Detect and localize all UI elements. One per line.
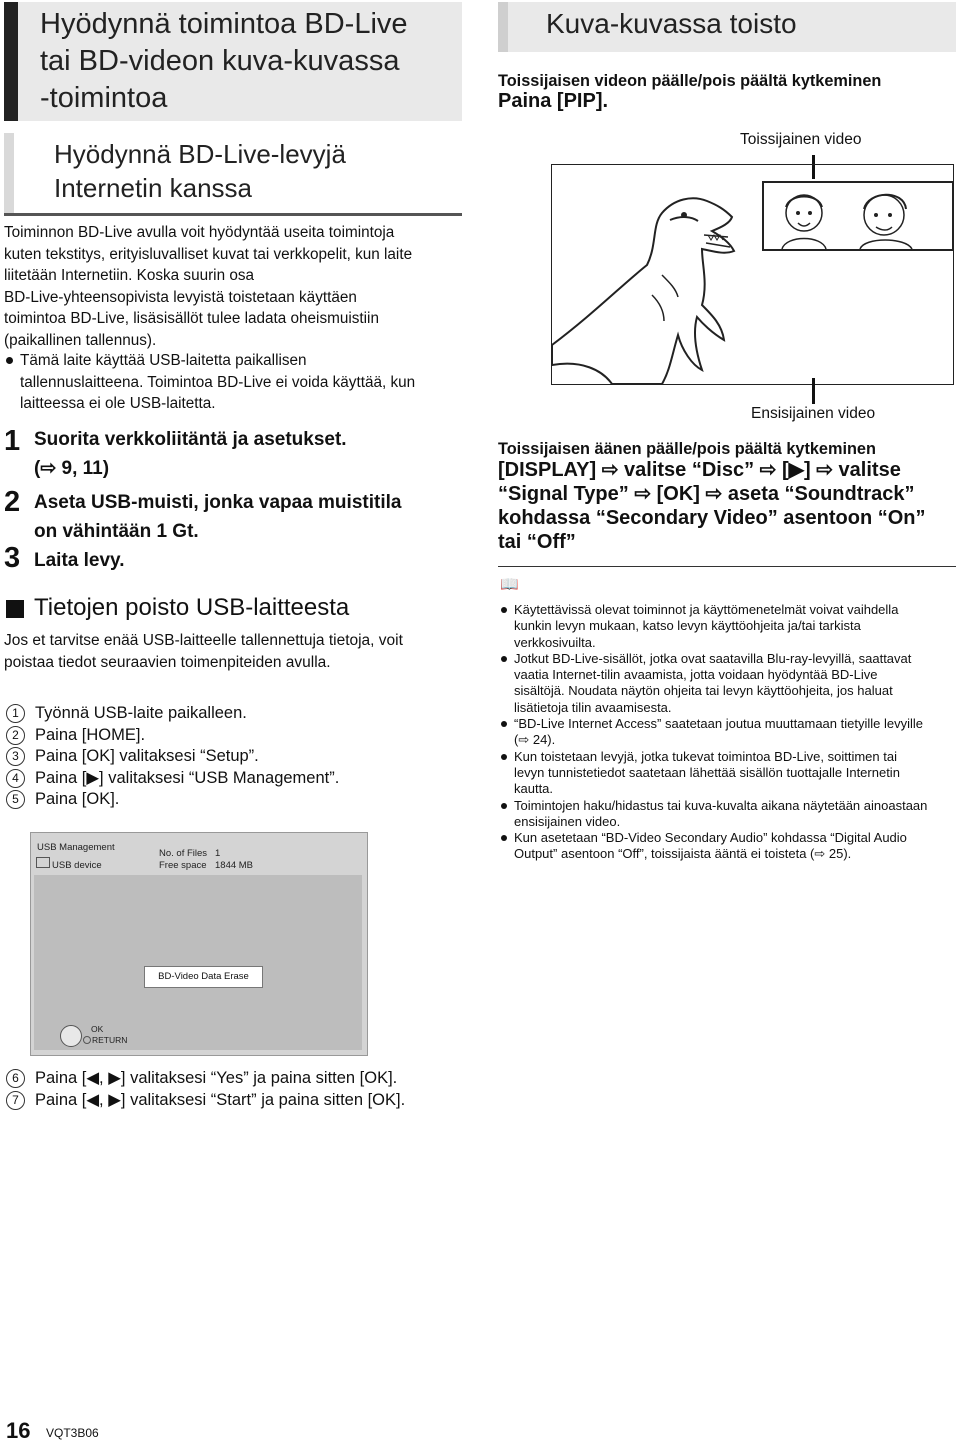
circled-number: 3 (6, 747, 25, 766)
circled-number: 6 (6, 1069, 25, 1088)
numbered-step-text: Paina [▶] valitaksesi “USB Management”. (35, 768, 340, 787)
free-space-label: Free space (159, 860, 207, 871)
usb-device-label[interactable]: USB device (52, 860, 102, 871)
note-item: Käytettävissä olevat toiminnot ja käyttömenetelmät voivat vaihdella kunkin levyn mukaan, katso levyn käyttöohjeita ja/tai tarkista verkkosivuilta. (500, 602, 960, 651)
intro-paragraph (4, 222, 464, 351)
sub-heading-accent-bar (4, 133, 14, 213)
numbered-step (6, 768, 466, 790)
return-label: RETURN (92, 1035, 128, 1045)
section-title: Tietojen poisto USB-laitteesta (34, 594, 350, 621)
numbered-step-text: Paina [HOME]. (35, 725, 146, 744)
heading-accent-bar (498, 2, 508, 52)
numbered-step-text: Paina [◀, ▶] valitaksesi “Yes” ja paina sitten [OK]. (35, 1069, 398, 1087)
numbered-step (6, 703, 466, 725)
primary-video-label: Ensisijainen video (751, 405, 876, 422)
secondary-video-label: Toissijainen video (740, 131, 862, 148)
numbered-step (6, 746, 466, 768)
section-intro (4, 630, 464, 673)
instruction-line: kohdassa “Secondary Video” asentoon “On” (498, 507, 926, 529)
instruction-line: [DISPLAY] ⇨ valitse “Disc” ⇨ [▶] ⇨ valitse (498, 459, 901, 481)
numbered-step-text: Paina [OK]. (35, 790, 120, 808)
notes-list (500, 602, 960, 863)
secondary-audio-title: Toissijaisen äänen päälle/pois päältä kytkeminen (498, 440, 876, 458)
circled-number: 7 (6, 1091, 25, 1110)
usb-management-screen (30, 832, 368, 1056)
step-text: Aseta USB-muisti, jonka vapaa muistitila (34, 492, 402, 513)
note-item: Toimintojen haku/hidastus tai kuva-kuvalta aikana näytetään ainoastaan ensisijainen video. (500, 798, 960, 831)
people-illustration (764, 183, 952, 249)
files-value: 1 (215, 848, 221, 859)
page-number: 16 (6, 1418, 31, 1443)
document-code: VQT3B06 (46, 1426, 99, 1440)
bullet-line: Tämä laite käyttää USB-laitetta paikallisen (20, 352, 307, 369)
intro-line: liitetään Internetiin. Koska suurin osa (4, 267, 254, 284)
numbered-step-text: Paina [OK] valitaksesi “Setup”. (35, 747, 259, 765)
intro-line: kuten tekstitys, erityisluvalliset kuvat tai verkkopelit, kun laite (4, 245, 413, 263)
bullet-dot (6, 357, 13, 364)
intro-line: toimintoa BD-Live, lisäsisällöt tulee ladata oheismuistiin (4, 310, 379, 327)
bullet-line: laitteessa ei ole USB-laitetta. (20, 395, 216, 412)
numbered-steps (6, 703, 466, 811)
intro-line: Toiminnon BD-Live avulla voit hyödyntää useita toimintoja (4, 224, 395, 241)
pip-heading-block (498, 2, 956, 52)
free-space-value: 1844 MB (215, 860, 254, 871)
sub-heading-line: Internetin kanssa (54, 173, 253, 203)
main-heading (40, 6, 408, 117)
note-item: Kun asetetaan “BD-Video Secondary Audio” kohdassa “Digital Audio Output” asentoon “Off”, toissijaista ääntä ei toisteta (⇨ 25). (500, 830, 960, 863)
step-reference: (⇨ 9, 11) (34, 458, 110, 479)
pip-illustration (551, 164, 954, 385)
numbered-step (6, 1090, 476, 1112)
usb-bullet (6, 350, 480, 415)
step-number: 3 (4, 542, 21, 574)
instruction-line: “Signal Type” ⇨ [OK] ⇨ aseta “Soundtrack” (498, 483, 915, 505)
screen-title: USB Management (37, 842, 115, 853)
heading-accent-bar (4, 2, 18, 121)
numbered-step (6, 789, 466, 811)
note-item: Jotkut BD-Live-sisällöt, jotka ovat saatavilla Blu-ray-levyillä, saattavat vaatia Internet-tilin avaamista, jotta voidaan hyödyntää BD-Live sisältöjä. Noudata näytön ohjeita tai levyn käyttöohjeita, jos haluat lisätietoja tilin avaamisesta. (500, 651, 960, 716)
sub-heading-block (4, 133, 462, 216)
step-text: Suorita verkkoliitäntä ja asetukset. (34, 429, 347, 450)
return-icon (83, 1036, 91, 1044)
numbered-step-text: Paina [◀, ▶] valitaksesi “Start” ja paina sitten [OK]. (35, 1090, 406, 1109)
pip-toggle-title: Toissijaisen videon päälle/pois päältä kytkeminen (498, 72, 882, 90)
circled-number: 4 (6, 769, 25, 788)
circled-number: 1 (6, 704, 25, 723)
main-heading-block (4, 2, 462, 121)
numbered-step (6, 1068, 476, 1090)
section-intro-line: poistaa tiedot seuraavien toimenpiteiden avulla. (4, 653, 331, 671)
circled-number: 2 (6, 726, 25, 745)
ok-label: OK (91, 1024, 104, 1034)
pip-action: Paina [PIP]. (498, 90, 609, 112)
step-text: Laita levy. (34, 550, 125, 571)
step-number: 2 (4, 486, 21, 518)
numbered-steps-2 (6, 1068, 476, 1111)
files-label: No. of Files (159, 848, 208, 859)
intro-line: BD-Live-yhteensopivista levyistä toistetaan käyttäen (4, 288, 357, 306)
note-item: “BD-Live Internet Access” saatetaan joutua muuttamaan tietyille levyille (⇨ 24). (500, 716, 960, 749)
ok-button-icon (60, 1025, 82, 1047)
bd-video-data-erase-button[interactable]: BD-Video Data Erase (144, 966, 263, 988)
section-square-icon (6, 600, 24, 618)
note-item: Kun toistetaan levyjä, jotka tukevat toimintoa BD-Live, soittimen tai levyn tunnistetiedot saatetaan lähettää sisällön tuottajalle Internetin kautta. (500, 749, 960, 798)
notes-divider (498, 566, 956, 567)
main-heading-line: tai BD-videon kuva-kuvassa (40, 45, 400, 77)
main-heading-line: -toimintoa (40, 82, 168, 114)
bullet-line: tallennuslaitteena. Toimintoa BD-Live ei voida käyttää, kun (20, 373, 416, 391)
book-icon: 📖 (500, 576, 519, 593)
main-heading-line: Hyödynnä toimintoa BD-Live (40, 8, 408, 40)
usb-device-icon (36, 857, 50, 868)
screen-panel (34, 875, 362, 1050)
intro-line: (paikallinen tallennus). (4, 331, 157, 349)
sub-heading-line: Hyödynnä BD-Live-levyjä (54, 139, 346, 169)
numbered-step (6, 725, 466, 747)
step-text: on vähintään 1 Gt. (34, 521, 199, 542)
instruction-line: tai “Off” (498, 531, 576, 553)
step-number: 1 (4, 425, 21, 457)
numbered-step-text: Työnnä USB-laite paikalleen. (35, 704, 247, 722)
sub-heading (54, 137, 346, 205)
primary-pointer-line (812, 378, 815, 404)
pip-heading: Kuva-kuvassa toisto (546, 8, 797, 39)
circled-number: 5 (6, 790, 25, 809)
secondary-audio-instructions (498, 458, 958, 554)
section-intro-line: Jos et tarvitse enää USB-laitteelle tallennettuja tietoja, voit (4, 632, 403, 649)
secondary-video-inset (762, 181, 954, 251)
